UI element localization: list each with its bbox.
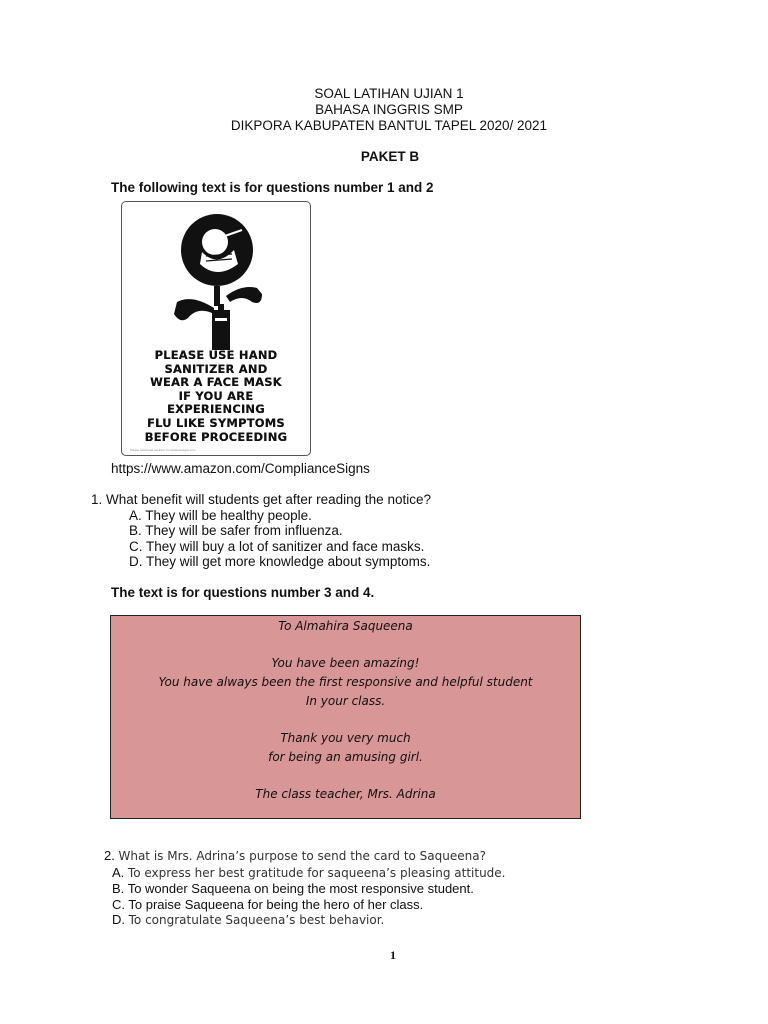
thank-you-card bbox=[110, 615, 581, 819]
sign-line: EXPERIENCING bbox=[167, 402, 265, 417]
question-2-option-b bbox=[104, 881, 506, 897]
sanitizer-bottle-icon bbox=[212, 310, 230, 350]
sign-line: WEAR A FACE MASK bbox=[150, 375, 282, 390]
right-hand-icon bbox=[226, 287, 262, 303]
question-1-text: What benefit will students get after reading the notice? bbox=[106, 492, 431, 507]
document-header bbox=[0, 86, 768, 134]
notice-sign bbox=[121, 201, 311, 456]
option-letter: D. bbox=[112, 912, 125, 928]
question-2-number: 2. bbox=[104, 848, 115, 863]
header-line-3: DIKPORA KABUPATEN BANTUL TAPEL 2020/ 2021 bbox=[230, 118, 548, 133]
sign-line: PLEASE USE HAND bbox=[154, 348, 278, 362]
header-line-2: BAHASA INGGRIS SMP bbox=[315, 102, 463, 117]
question-2-option-d bbox=[104, 912, 506, 929]
source-url: https://www.amazon.com/ComplianceSigns bbox=[111, 461, 370, 476]
card-line-2: You have always been the first responsive and helpful student bbox=[158, 675, 533, 690]
question-2-option-c bbox=[104, 897, 506, 913]
sign-line: BEFORE PROCEEDING bbox=[144, 429, 288, 444]
card-to: To Almahira Saqueena bbox=[278, 619, 413, 633]
question-1-option-a: A. They will be healthy people. bbox=[129, 507, 312, 523]
section-1-title: The following text is for questions number 1 and 2 bbox=[111, 180, 434, 195]
option-letter: A. bbox=[112, 864, 125, 880]
card-line-4: Thank you very much bbox=[280, 731, 411, 746]
card-line-3: In your class. bbox=[305, 693, 386, 708]
mask-sanitizer-illustration bbox=[122, 202, 312, 352]
option-text: To wonder Saqueena on being the most responsive student. bbox=[127, 881, 474, 897]
question-1 bbox=[91, 492, 431, 570]
header-line-1: SOAL LATIHAN UJIAN 1 bbox=[314, 86, 464, 101]
question-2 bbox=[104, 848, 506, 929]
option-text: To praise Saqueena for being the hero of her class. bbox=[128, 896, 424, 912]
option-text: To express her best gratitude for saqueena’s pleasing attitude. bbox=[127, 865, 506, 880]
paket-label: PAKET B bbox=[360, 149, 420, 164]
card-line-1: You have been amazing! bbox=[271, 656, 420, 671]
sign-line: SANITIZER AND bbox=[164, 361, 268, 376]
question-2-text: What is Mrs. Adrina’s purpose to send the card to Saqueena? bbox=[118, 849, 486, 863]
question-2-option-a bbox=[104, 865, 506, 882]
question-1-option-b: B. They will be safer from influenza. bbox=[129, 523, 343, 538]
option-letter: C. bbox=[112, 896, 125, 912]
option-text: To congratulate Saqueena’s best behavior. bbox=[128, 913, 385, 928]
question-1-option-d: D. They will get more knowledge about symptoms. bbox=[129, 554, 431, 569]
question-1-option-c: C. They will buy a lot of sanitizer and face masks. bbox=[129, 538, 425, 554]
question-1-number: 1. bbox=[91, 492, 103, 507]
card-signature: The class teacher, Mrs. Adrina bbox=[255, 787, 436, 802]
option-letter: B. bbox=[112, 881, 125, 897]
sign-line: FLU LIKE SYMPTOMS bbox=[147, 415, 285, 430]
section-2-title: The text is for questions number 3 and 4. bbox=[111, 585, 375, 600]
left-hand-icon bbox=[174, 299, 214, 320]
card-line-5: for being an amusing girl. bbox=[268, 749, 423, 764]
sign-caption: Please hold hand sanitizer Compliancesigns.com bbox=[130, 448, 196, 452]
sign-text bbox=[122, 349, 310, 444]
sign-line: IF YOU ARE bbox=[178, 388, 254, 403]
page-number: 1 bbox=[390, 948, 396, 962]
